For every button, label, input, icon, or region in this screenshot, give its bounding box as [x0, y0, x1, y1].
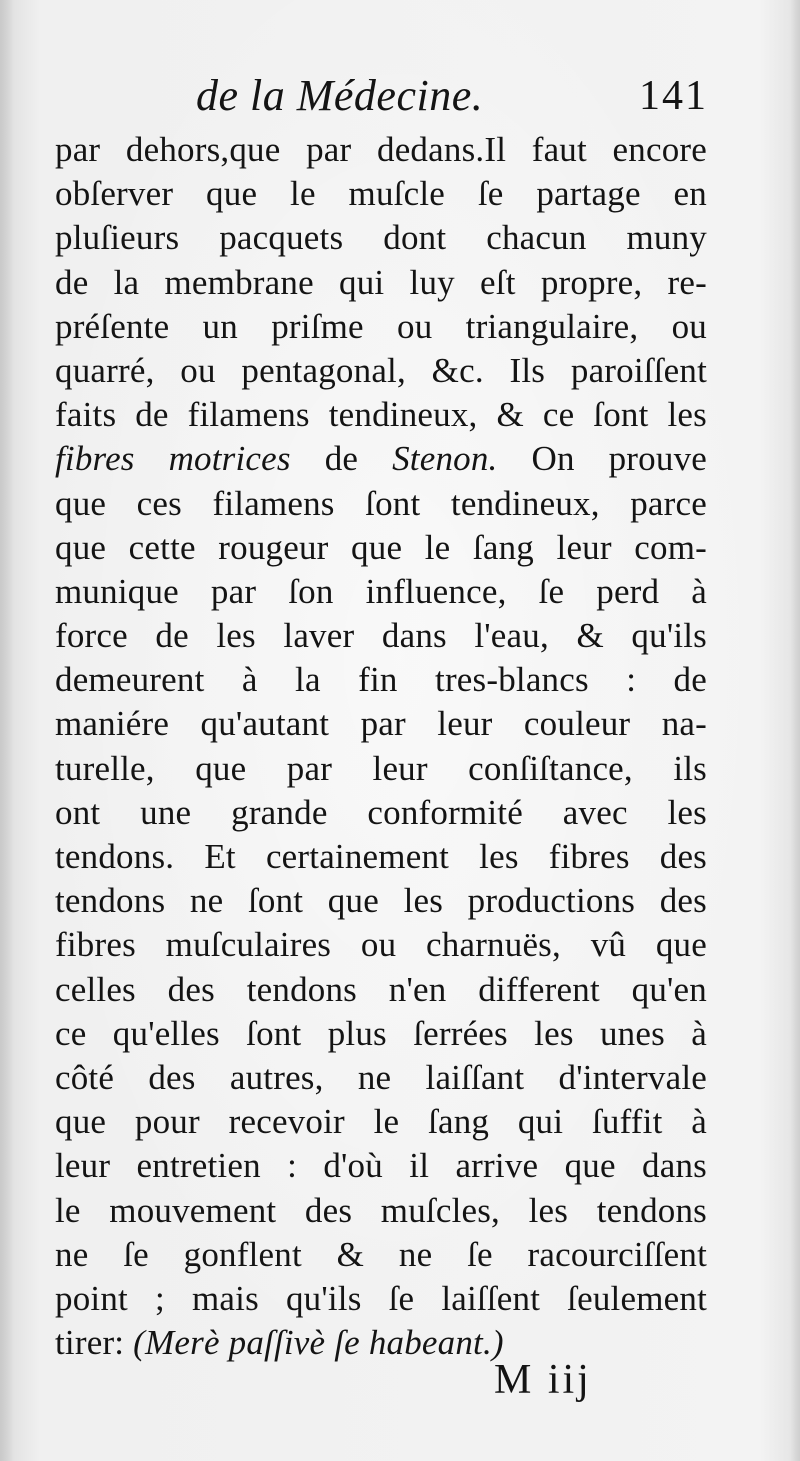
text-line-2: obſerver que le muſcle ſe partage en [55, 174, 707, 214]
text-line-22: côté des autres, ne laiſſant d'intervale [55, 1057, 707, 1097]
italic-term-fibres-motrices: fibres motrices [55, 439, 291, 479]
italic-latin-quote: (Merè paſſivè ſe habeant.) [133, 1323, 504, 1363]
text-line-28-start: tirer: [55, 1323, 134, 1363]
text-line-8-connector: de [290, 439, 393, 479]
page-right-edge-shadow [790, 0, 800, 1461]
text-line-9: que ces filamens ſont tendineux, parce [55, 483, 707, 523]
text-body [55, 128, 707, 1365]
text-line-3: pluſieurs pacquets dont chacun muny [55, 218, 707, 258]
text-line-18: tendons ne ſont que les productions des [55, 881, 707, 921]
text-line-4: de la membrane qui luy eſt propre, re- [55, 262, 707, 302]
text-line-26: ne ſe gonflent & ne ſe racourciſſent [55, 1234, 707, 1274]
text-line-8-rest: On prouve [497, 439, 708, 479]
text-line-7: faits de filamens tendineux, & ce ſont les [55, 395, 707, 435]
running-head [58, 70, 708, 130]
text-line-15: turelle, que par leur conſiſtance, ils [55, 748, 707, 788]
text-line-1: par dehors,que par dedans.Il faut encore [55, 130, 707, 169]
signature-mark: M iij [494, 1357, 592, 1403]
page-number: 141 [639, 73, 708, 119]
text-line-13: demeurent à la fin tres-blancs : de [55, 660, 707, 700]
text-line-24: leur entretien : d'où il arrive que dans [55, 1146, 707, 1186]
text-line-19: fibres muſculaires ou charnuës, vû que [55, 925, 707, 965]
text-line-27: point ; mais qu'ils ſe laiſſent ſeulement [55, 1278, 707, 1318]
text-line-16: ont une grande conformité avec les [55, 792, 707, 832]
text-line-10: que cette rougeur que le ſang leur com- [55, 527, 707, 567]
text-line-5: préſente un priſme ou triangulaire, ou [55, 306, 707, 346]
text-line-11: munique par ſon influence, ſe perd à [55, 571, 707, 611]
italic-name-stenon: Stenon. [392, 439, 498, 479]
text-line-6: quarré, ou pentagonal, &c. Ils paroiſſent [55, 350, 707, 390]
text-line-23: que pour recevoir le ſang qui ſuffit à [55, 1102, 707, 1142]
text-line-8 [55, 437, 707, 481]
page-left-edge-shadow [0, 0, 14, 1461]
text-line-25: le mouvement des muſcles, les tendons [55, 1190, 707, 1230]
text-line-28 [55, 1321, 707, 1365]
text-line-14: maniére qu'autant par leur couleur na- [55, 704, 707, 744]
text-line-20: celles des tendons n'en different qu'en [55, 969, 707, 1009]
text-line-21: ce qu'elles ſont plus ſerrées les unes à [55, 1013, 707, 1053]
text-line-17: tendons. Et certainement les fibres des [55, 837, 707, 876]
running-title: de la Médecine. [196, 71, 484, 120]
text-line-12: force de les laver dans l'eau, & qu'ils [55, 616, 707, 656]
